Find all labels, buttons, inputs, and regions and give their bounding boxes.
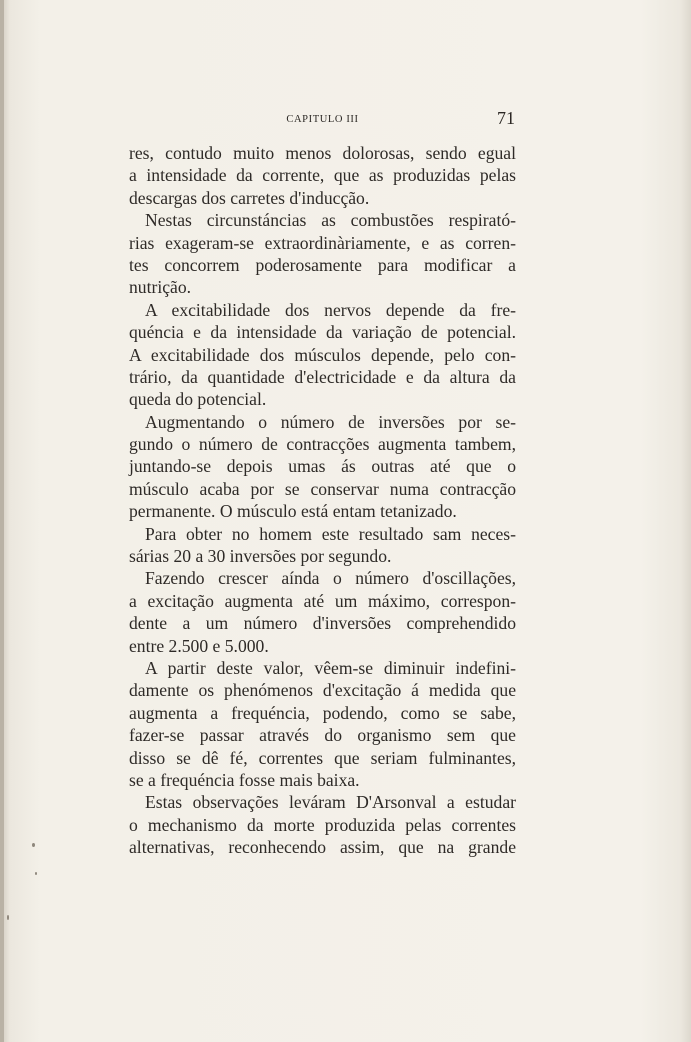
text-line: músculo acaba por se conservar numa contracção [129, 478, 516, 499]
page-number: 71 [497, 108, 515, 128]
text-line: rias exageram-se extraordinàriamente, e as corren- [129, 232, 516, 253]
text-line: descargas dos carretes d'inducção. [129, 187, 370, 208]
text-line: damente os phenómenos d'excitação á medida que [129, 680, 516, 701]
text-line: alternativas, reconhecendo assim, que na grande [129, 837, 516, 858]
chapter-title: CAPITULO III [286, 114, 359, 125]
text-line: Fazendo crescer aínda o número d'oscillações, [145, 568, 516, 589]
text-line: a excitação augmenta até um máximo, correspon- [129, 590, 516, 611]
text-line: A excitabilidade dos músculos depende, pelo con- [129, 344, 516, 365]
running-head [129, 108, 516, 132]
text-line: entre 2.500 e 5.000. [129, 635, 269, 656]
text-line: disso se dê fé, correntes que seriam fulminantes, [129, 747, 516, 768]
text-line: queda do potencial. [129, 389, 267, 410]
text-line: se a frequéncia fosse mais baixa. [129, 769, 360, 790]
text-line: Para obter no homem este resultado sam neces- [145, 523, 516, 544]
paper-speck [35, 872, 37, 875]
text-line: A partir deste valor, vêem-se diminuir indefini- [145, 657, 516, 678]
text-line: gundo o número de contracções augmenta tambem, [129, 434, 516, 455]
text-line: nutrição. [129, 277, 192, 298]
text-line: augmenta a frequéncia, podendo, como se sabe, [129, 702, 516, 723]
text-line: a intensidade da corrente, que as produzidas pelas [129, 165, 516, 186]
text-line: trário, da quantidade d'electricidade e da altura da [129, 366, 516, 387]
paper-speck [32, 843, 35, 847]
text-line: Augmentando o número de inversões por se- [145, 411, 516, 432]
text-line: juntando-se depois umas ás outras até que o [129, 456, 516, 477]
text-line: dente a um número d'inversões comprehendido [129, 613, 516, 634]
text-line: tes concorrem poderosamente para modificar a [129, 254, 516, 275]
text-line: A excitabilidade dos nervos depende da fre- [145, 299, 516, 320]
text-line: Estas observações leváram D'Arsonval a estudar [145, 792, 516, 813]
text-line: o mechanismo da morte produzida pelas correntes [129, 814, 516, 835]
text-line: permanente. O músculo está entam tetanizado. [129, 501, 457, 522]
text-line: Nestas circunstáncias as combustões respirató- [145, 210, 516, 231]
body-text [129, 142, 516, 859]
text-line: res, contudo muito menos dolorosas, sendo egual [129, 143, 516, 163]
text-line: fazer-se passar através do organismo sem que [129, 725, 516, 746]
text-line: sárias 20 a 30 inversões por segundo. [129, 546, 392, 567]
page-binding-edge [0, 0, 4, 1042]
text-line: quéncia e da intensidade da variação de potencial. [129, 322, 516, 343]
paper-speck [7, 915, 9, 920]
